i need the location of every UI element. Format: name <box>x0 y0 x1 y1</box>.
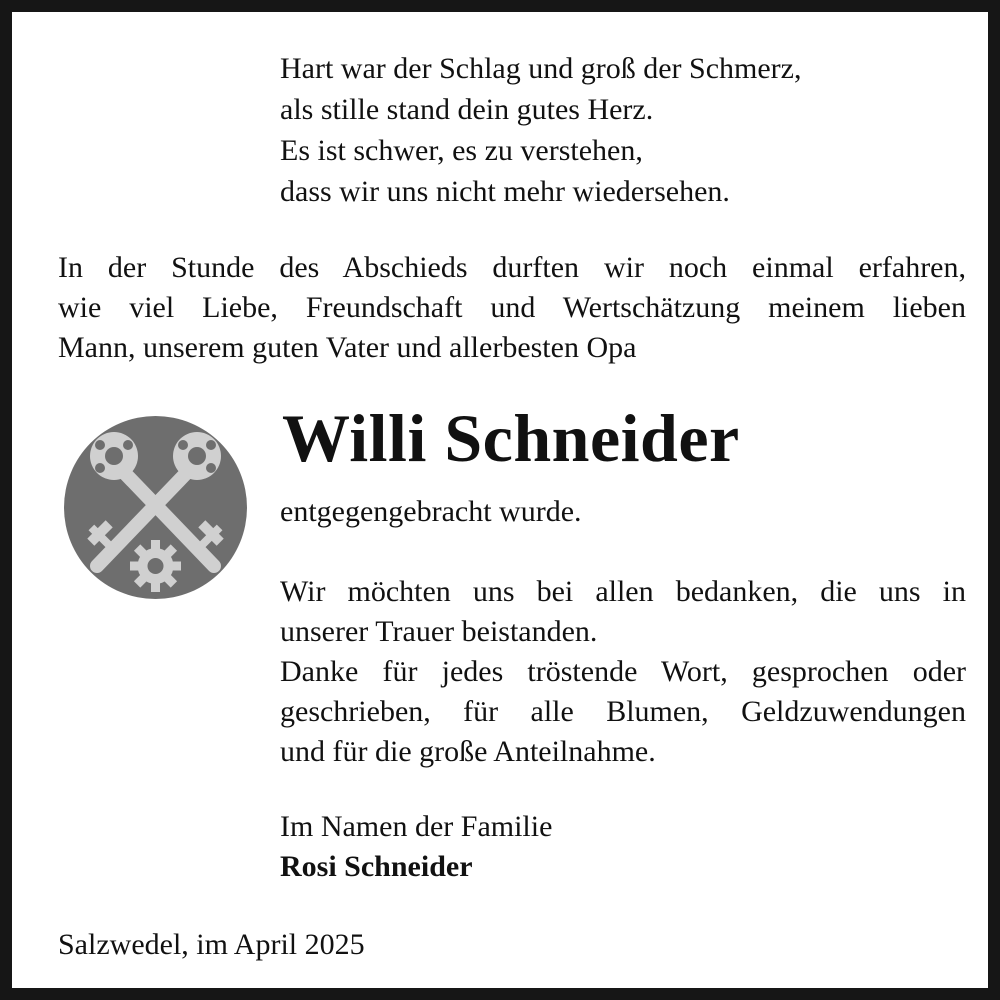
deceased-name: Willi Schneider <box>282 400 740 476</box>
crossed-keys-gear-icon <box>64 416 247 599</box>
poem <box>280 48 801 212</box>
thanks-line: unserer Trauer beistanden. <box>280 615 598 648</box>
poem-line: dass wir uns nicht mehr wiedersehen. <box>280 175 730 208</box>
poem-line: Es ist schwer, es zu verstehen, <box>280 134 643 167</box>
after-name-text: entgegengebracht wurde. <box>280 495 582 528</box>
thanks-line: Danke für jedes tröstende Wort, gesprochen oder <box>280 655 966 688</box>
place-date: Salzwedel, im April 2025 <box>58 928 365 961</box>
intro-line: In der Stunde des Abschieds durften wir noch einmal erfahren, <box>58 251 966 284</box>
poem-line: als stille stand dein gutes Herz. <box>280 93 654 126</box>
thanks-line: und für die große Anteilnahme. <box>280 735 656 768</box>
intro-paragraph <box>58 248 966 368</box>
poem-line: Hart war der Schlag und groß der Schmerz, <box>280 52 802 85</box>
intro-line: Mann, unserem guten Vater und allerbesten Opa <box>58 331 637 364</box>
thanks-line: geschrieben, für alle Blumen, Geldzuwendungen <box>280 695 966 728</box>
thanks-paragraph <box>280 572 966 772</box>
signer-name: Rosi Schneider <box>280 850 473 883</box>
thanks-line: Wir möchten uns bei allen bedanken, die uns in <box>280 575 966 608</box>
signature-prefix: Im Namen der Familie <box>280 810 553 843</box>
signature-block <box>280 807 552 887</box>
intro-line: wie viel Liebe, Freundschaft und Wertschätzung meinem lieben <box>58 291 966 324</box>
